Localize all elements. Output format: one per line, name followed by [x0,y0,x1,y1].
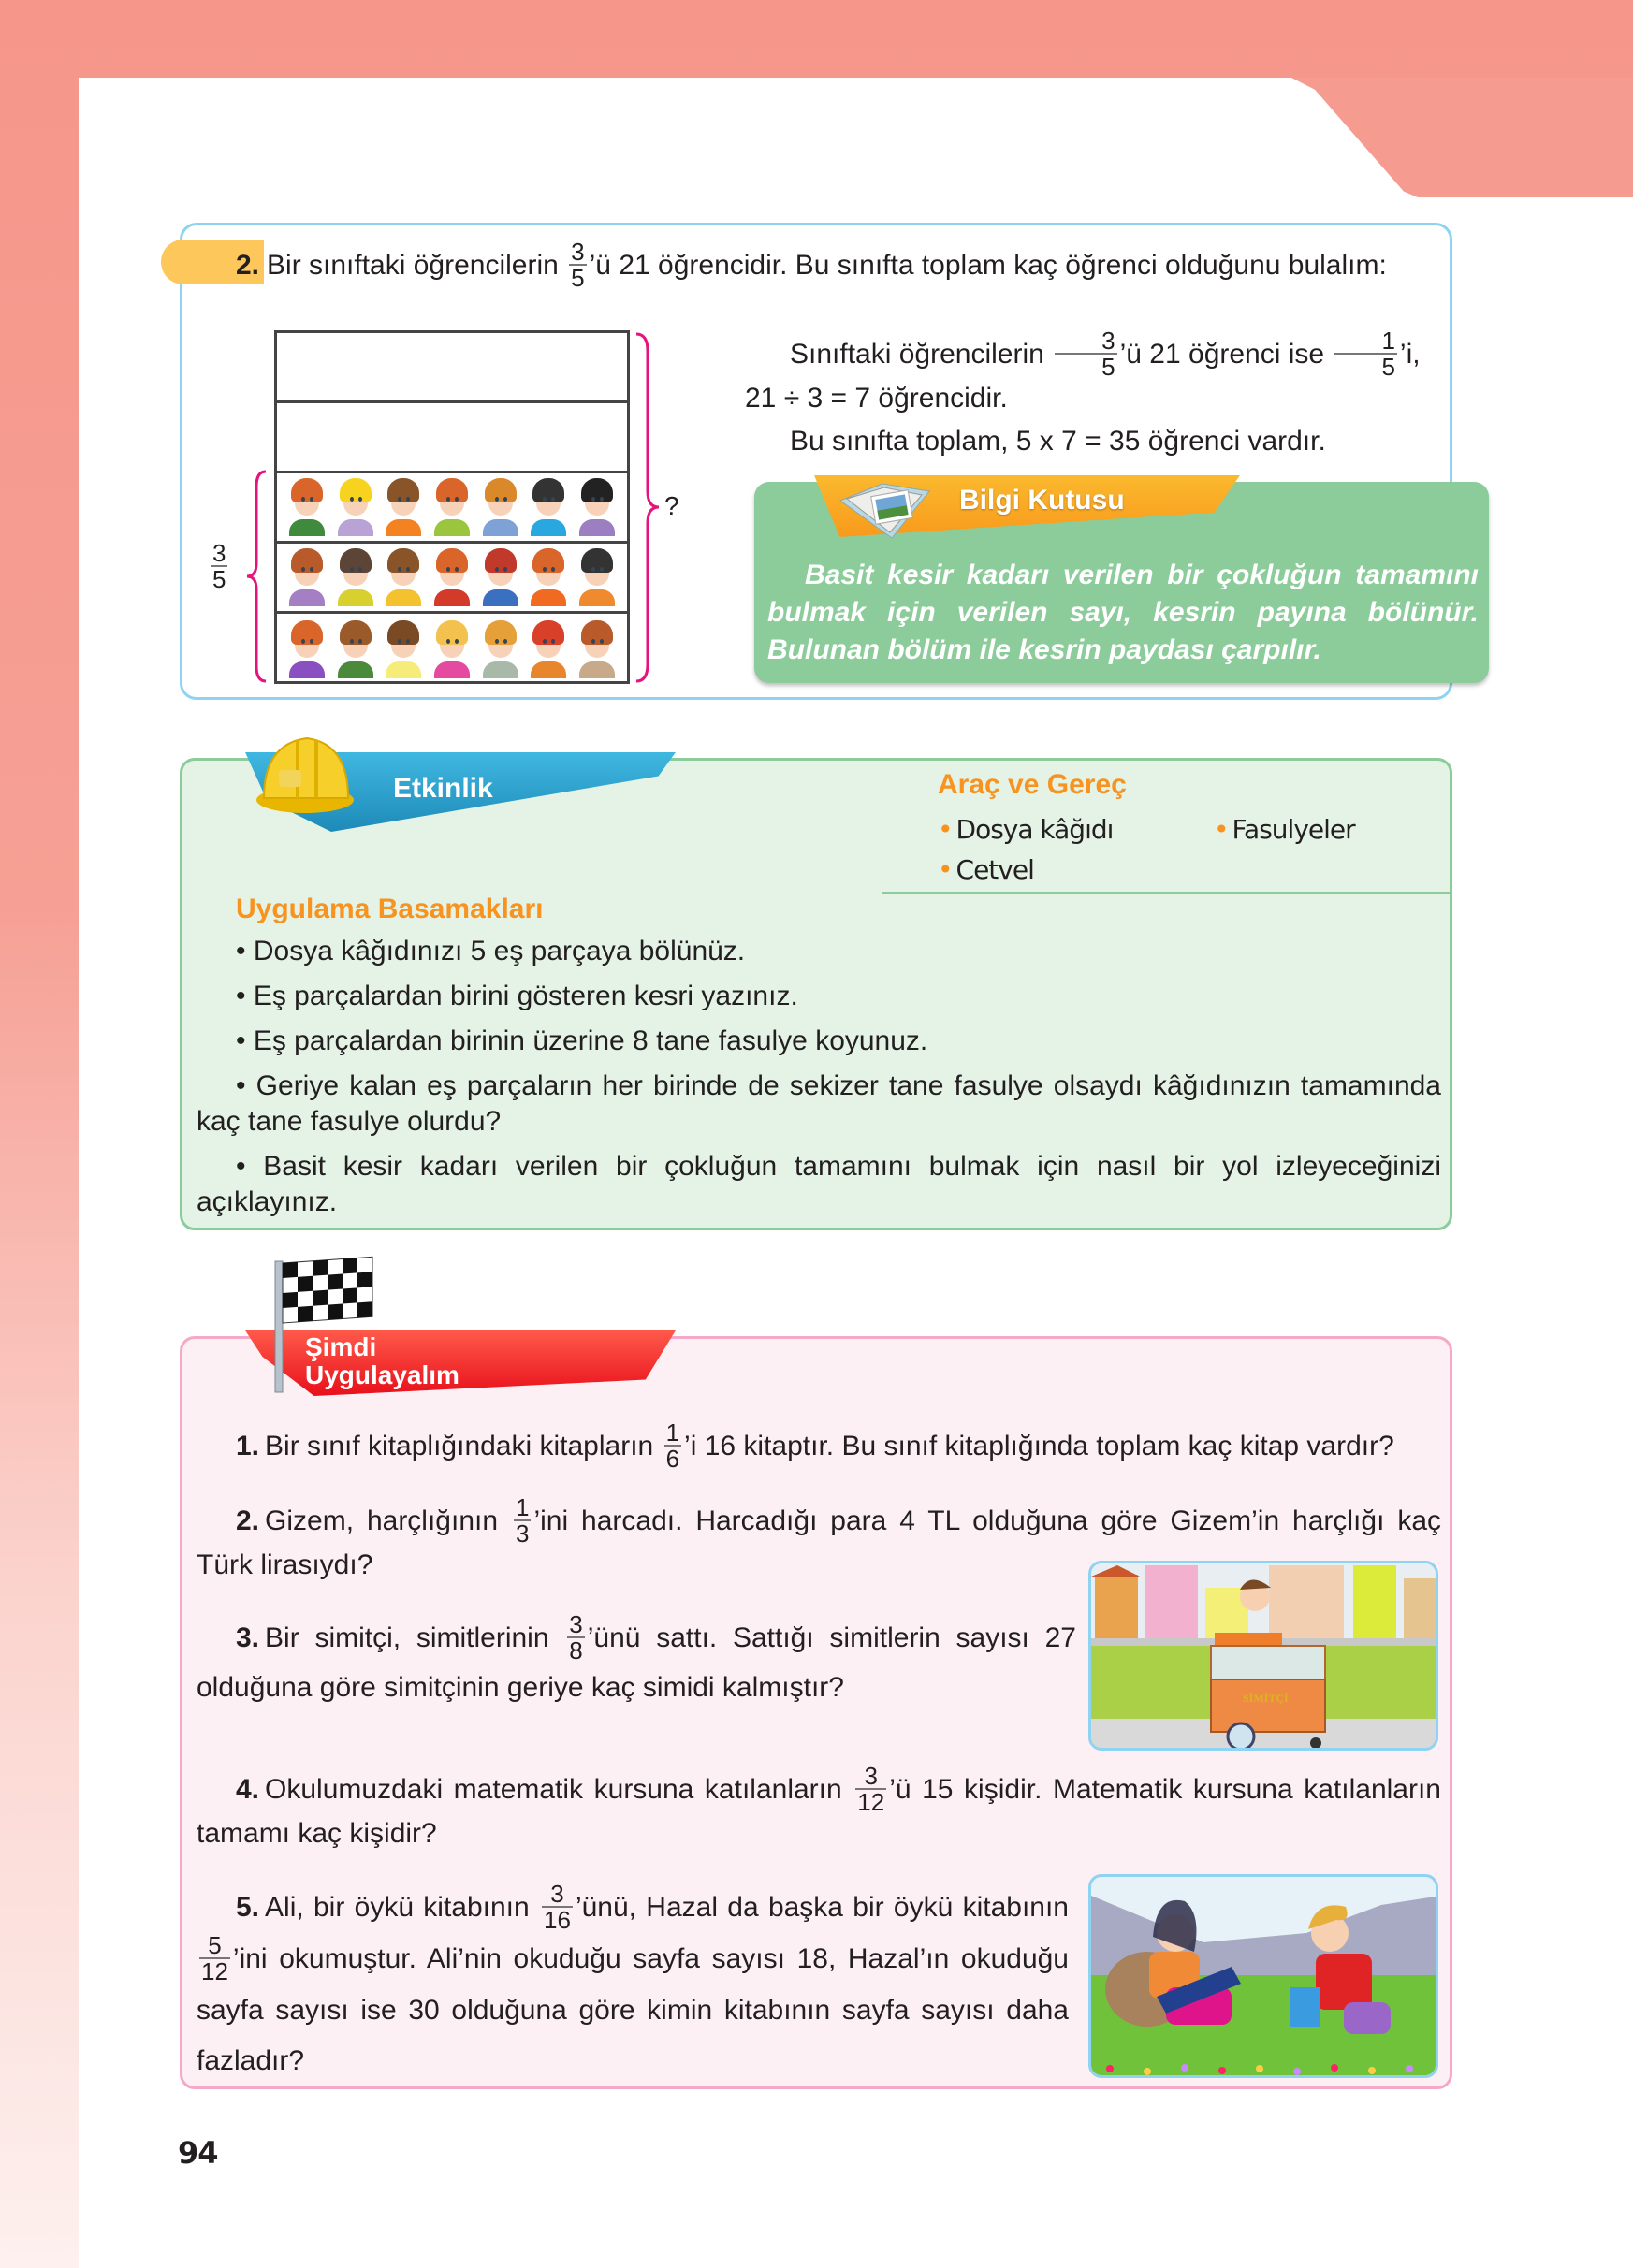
student-avatar [529,620,568,678]
step-item: • Eş parçalardan birinin üzerine 8 tane fasulye koyunuz. [236,1025,928,1056]
open-book-icon [836,472,939,545]
student-avatar [481,478,520,536]
step-item: • Dosya kâğıdınızı 5 eş parçaya bölünüz. [236,936,746,967]
unknown-total-label: ? [664,491,679,520]
student-avatar [287,478,327,536]
student-avatar [384,620,423,678]
student-avatar [287,548,327,606]
material-item: • Dosya kâğıdı [938,814,1114,845]
students-row [277,614,627,684]
fraction-diagram [274,330,630,684]
practice-question-4: 4. Okulumuzdaki matematik kursuna katılanların $\frac{3}{12}$ ’ü 15 kişidir. Matematik kursuna katılanların tamamı kaç kişidir? [197,1762,1441,1849]
practice-question-2: 2. Gizem, harçlığının $\frac{1}{3}$ ’ini harcadı. Harcadığı para 4 TL olduğuna göre Gizem’in harçlığı kaç Türk lirasıydı? [197,1493,1442,1580]
students-row [277,473,627,544]
example-solution: Sınıftaki öğrencilerin $\frac{3}{5}$ ’ü 21 öğrenci ise $\frac{1}{5}$ ’i, 21 ÷ 3 = 7 öğrencidir. Bu sınıfta toplam, 5 x 7 = 35 öğrenci vardır. [745,330,1437,459]
example-question: 2. Bir sınıftaki öğrencilerin $\frac{3}{5}$ ’ü 21 öğrencidir. Bu sınıfta toplam kaç öğrenci olduğunu bulalım: [236,238,1387,292]
simit-seller-illustration [1088,1561,1438,1751]
practice-question-3: 3. Bir simitçi, simitlerinin $\frac{3}{8}$ ’ünü sattı. Sattığı simitlerin sayısı 27 olduğuna göre simitçinin geriye kaç simidi kalmıştır? [197,1610,1076,1703]
step-item: • Eş parçalardan birini gösteren kesri yazınız. [236,981,798,1011]
student-avatar [529,478,568,536]
student-avatar [577,478,617,536]
material-item: • Fasulyeler [1214,814,1355,845]
step-item: • Geriye kalan eş parçaların her birinde de sekizer tane fasulye olsaydı kâğıdınızın tamamında kaç tane fasulye olurdu? [197,1070,1441,1137]
students-row [277,544,627,614]
empty-row [277,403,627,473]
materials-title: Araç ve Gereç [938,769,1127,800]
student-avatar [432,478,472,536]
student-avatar [529,548,568,606]
student-avatar [336,620,375,678]
reading-children-icon [1091,1877,1438,2078]
svg-text:SİMİTÇİ: SİMİTÇİ [1243,1692,1289,1705]
hard-hat-icon [251,725,363,819]
right-brace-icon [633,332,661,683]
fraction: $\frac{3}{5}$ [571,238,585,292]
activity-title: Etkinlik [393,773,493,804]
example-number: 2. [236,249,260,281]
info-box-title: Bilgi Kutusu [959,485,1125,516]
student-avatar [336,478,375,536]
student-avatar [481,548,520,606]
practice-question-5: 5. Ali, bir öykü kitabının $\frac{3}{16}$ ’ünü, Hazal da başka bir öykü kitabının $\frac{5}{12}$ ’ini okumuştur. Ali’nin okuduğu sayfa sayısı 18, Hazal’ın okuduğu sayfa sayısı ise 30 olduğuna göre kimin kitabının sayfa sayısı daha fazladır? [197,1880,1069,2077]
materials-divider [882,892,1452,894]
student-avatar [287,620,327,678]
left-brace-icon [245,470,270,683]
student-avatar [481,620,520,678]
practice-question-1: 1. Bir sınıf kitaplığındaki kitapların $\frac{1}{6}$ ’i 16 kitaptır. Bu sınıf kitaplığında toplam kaç kitap vardır? [236,1418,1394,1473]
children-reading-illustration [1088,1874,1438,2078]
page-number: 94 [178,2135,218,2171]
solution-step-division: 21 ÷ 3 = 7 öğrencidir. [745,383,1008,414]
student-avatar [336,548,375,606]
student-avatar [384,548,423,606]
solution-step-total: Bu sınıfta toplam, 5 x 7 = 35 öğrenci vardır. [790,426,1326,457]
three-fifths-label: $\frac{3}{5}$ [212,539,226,593]
student-avatar [432,620,472,678]
steps-list [197,934,1441,1229]
steps-title: Uygulama Basamakları [236,894,544,924]
step-item: • Basit kesir kadarı verilen bir çokluğun tamamını bulmak için nasıl bir yol izleyeceğinizi açıklayınız. [197,1151,1441,1217]
info-box-text: Basit kesir kadarı verilen bir çokluğun tamamını bulmak için verilen sayı, kesrin payına bölünür. Bulunan bölüm ile kesrin paydası çarpılır. [767,560,1479,665]
simit-cart-icon [1091,1563,1438,1751]
student-avatar [384,478,423,536]
student-avatar [577,548,617,606]
material-item: • Cetvel [938,854,1034,885]
student-avatar [432,548,472,606]
empty-row [277,333,627,403]
practice-title: Şimdi Uygulayalım [305,1332,459,1389]
student-avatar [577,620,617,678]
